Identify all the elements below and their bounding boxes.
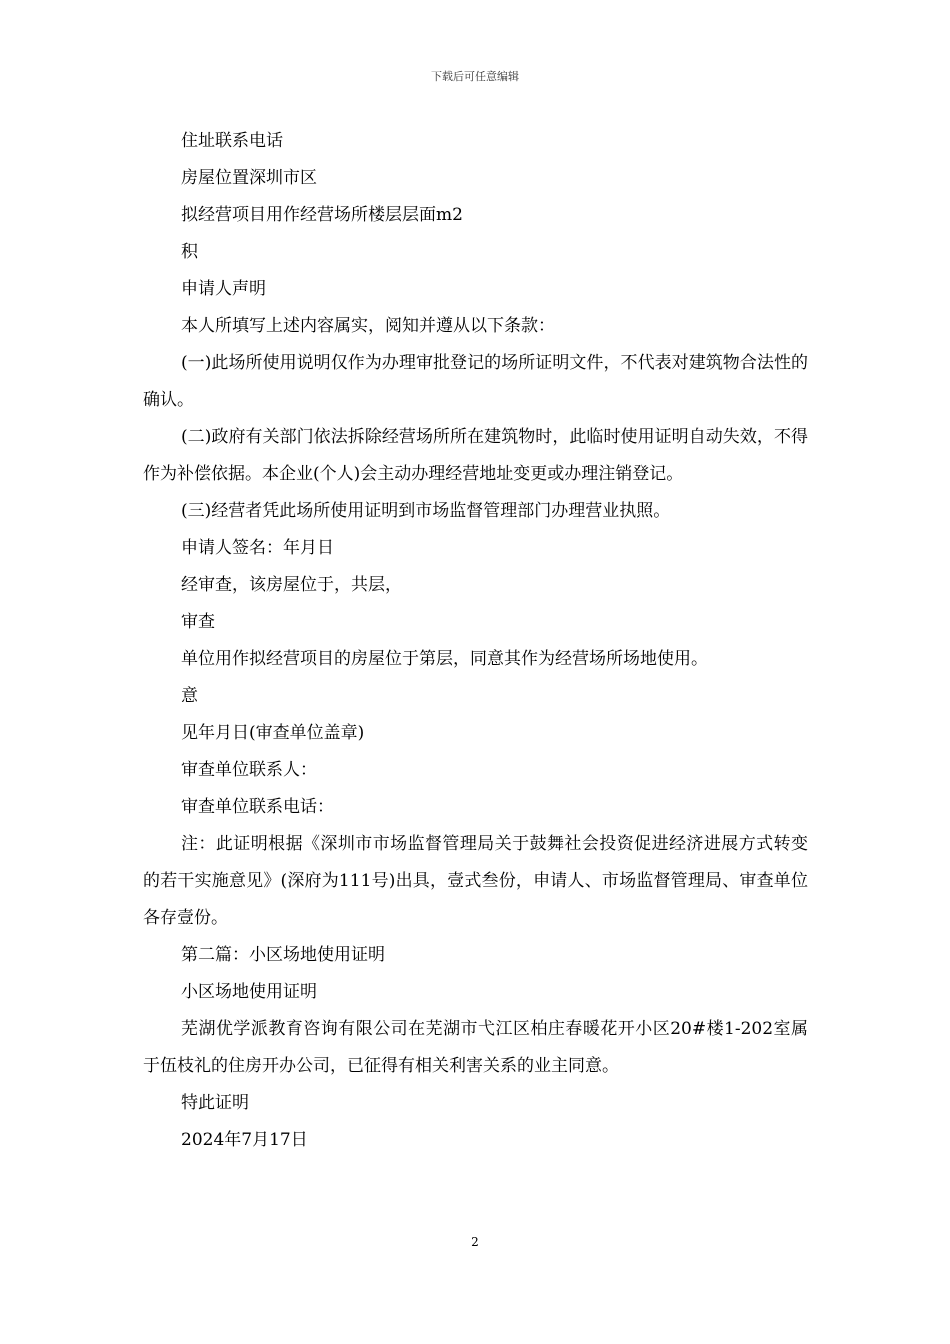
review-contact-phone: 审查单位联系电话：: [181, 797, 334, 817]
applicant-signature-line: 申请人签名：年月日: [181, 538, 334, 558]
declaration-intro: 本人所填写上述内容属实，阅知并遵从以下条款：: [181, 316, 555, 336]
review-label-2: 意: [181, 686, 198, 706]
note-paragraph: 注：此证明根据《深圳市市场监督管理局关于鼓舞社会投资促进经济进展方式转变的若干实施意见》(深府为111号)出具，壹式叁份，申请人、市场监督管理局、审查单位各存壹份。: [143, 834, 808, 928]
certification-statement: 特此证明: [181, 1093, 249, 1113]
page-header: 下载后可任意编辑: [431, 70, 519, 83]
certificate-date: 2024年7月17日: [181, 1130, 308, 1150]
address-phone-line: 住址联系电话: [181, 131, 283, 151]
section-heading-part-two: 第二篇：小区场地使用证明: [181, 945, 385, 965]
page-number: 2: [471, 1235, 479, 1249]
review-contact-person: 审查单位联系人：: [181, 760, 317, 780]
area-label-line: 积: [181, 242, 198, 262]
document-body: [143, 123, 808, 1159]
house-location-line: 房屋位置深圳市区: [181, 168, 317, 188]
clause-3: (三)经营者凭此场所使用证明到市场监督管理部门办理营业执照。: [181, 501, 671, 521]
clause-1: (一)此场所使用说明仅作为办理审批登记的场所证明文件，不代表对建筑物合法性的确认。: [143, 353, 808, 410]
applicant-declaration-heading: 申请人声明: [181, 279, 266, 299]
review-label-1: 审查: [181, 612, 215, 632]
review-date-seal-line: 见年月日(审查单位盖章): [181, 723, 365, 743]
certificate-title: 小区场地使用证明: [181, 982, 317, 1002]
business-project-line: 拟经营项目用作经营场所楼层层面m2: [181, 205, 463, 225]
review-unit-opinion: 单位用作拟经营项目的房屋位于第层，同意其作为经营场所场地使用。: [181, 649, 708, 669]
clause-2: (二)政府有关部门依法拆除经营场所所在建筑物时，此临时使用证明自动失效，不得作为补偿依据。本企业(个人)会主动办理经营地址变更或办理注销登记。: [143, 427, 808, 484]
certificate-body: 芜湖优学派教育咨询有限公司在芜湖市弋江区柏庄春暖花开小区20#楼1-202室属于伍枝礼的住房开办公司，已征得有相关利害关系的业主同意。: [143, 1019, 808, 1076]
review-result-line: 经审查，该房屋位于，共层，: [181, 575, 402, 595]
